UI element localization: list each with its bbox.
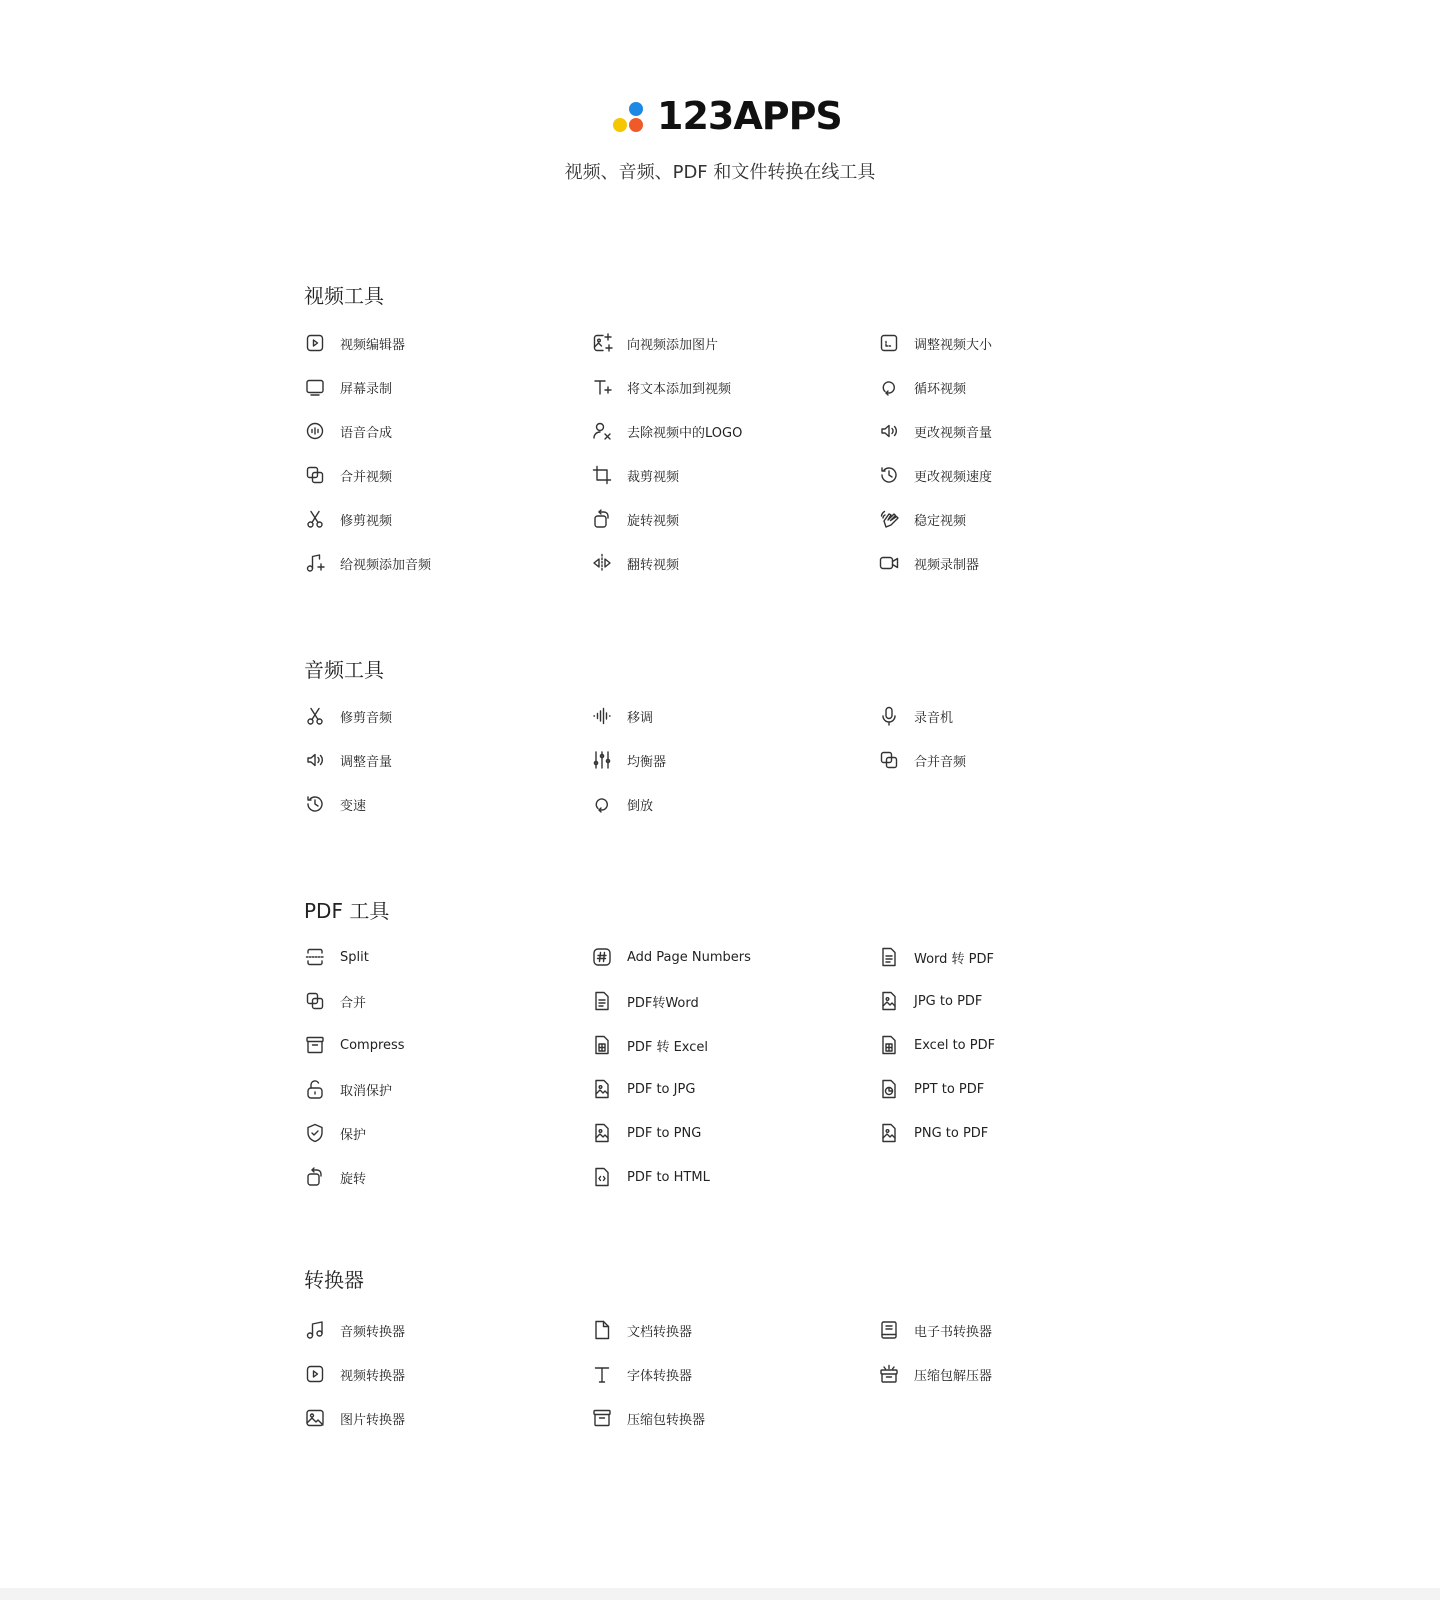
tool-link[interactable]: [304, 1317, 405, 1343]
tool-label: 合并视频: [340, 469, 393, 485]
tool-label: Word 转 PDF: [914, 951, 995, 967]
tool-label: 语音合成: [340, 425, 393, 441]
tool-link[interactable]: [304, 944, 369, 970]
tool-label: PDF转Word: [627, 995, 699, 1011]
tool-link[interactable]: [304, 747, 392, 773]
tool-label: 移调: [627, 710, 654, 726]
tool-link[interactable]: [591, 988, 699, 1014]
tool-link[interactable]: [304, 1361, 405, 1387]
tool-label: 视频录制器: [914, 557, 980, 573]
volume-icon: [878, 420, 900, 442]
tool-link[interactable]: [591, 506, 679, 532]
tool-link[interactable]: [591, 418, 742, 444]
tool-label: 图片转换器: [340, 1412, 406, 1428]
tool-link[interactable]: [304, 791, 366, 817]
tool-label: 合并: [340, 995, 367, 1011]
tool-label: 旋转: [340, 1171, 367, 1187]
document-icon: [591, 990, 613, 1012]
tool-link[interactable]: [304, 703, 392, 729]
tool-link[interactable]: [878, 374, 966, 400]
tool-link[interactable]: [878, 1032, 995, 1058]
voice-icon: [304, 420, 326, 442]
split-icon: [304, 946, 326, 968]
microphone-icon: [878, 705, 900, 727]
stabilize-icon: [878, 508, 900, 530]
tool-link[interactable]: [878, 1317, 992, 1343]
tool-link[interactable]: [878, 1361, 992, 1387]
tool-link[interactable]: [591, 1076, 695, 1102]
text-add-icon: [591, 376, 613, 398]
tool-label: 保护: [340, 1127, 367, 1143]
image-document-icon: [878, 990, 900, 1012]
tool-label: PNG to PDF: [914, 1125, 989, 1141]
speed-icon: [304, 793, 326, 815]
tool-link[interactable]: [304, 506, 392, 532]
code-document-icon: [591, 1166, 613, 1188]
play-square-icon: [304, 332, 326, 354]
rotate-icon: [591, 508, 613, 530]
tool-label: 旋转视频: [627, 513, 680, 529]
tool-link[interactable]: [878, 703, 953, 729]
logo-text: 123APPS: [657, 94, 842, 138]
tool-link[interactable]: [878, 550, 979, 576]
tool-link[interactable]: [591, 1405, 705, 1431]
tool-label: 压缩包解压器: [914, 1368, 993, 1384]
tool-link[interactable]: [878, 747, 966, 773]
image-document-icon: [591, 1122, 613, 1144]
merge-icon: [304, 464, 326, 486]
tool-link[interactable]: [304, 1032, 405, 1058]
logo-dot-blue: [629, 102, 643, 116]
tool-label: PPT to PDF: [914, 1081, 985, 1097]
crop-icon: [591, 464, 613, 486]
tool-link[interactable]: [591, 462, 679, 488]
tool-link[interactable]: [304, 374, 392, 400]
tool-link[interactable]: [878, 988, 982, 1014]
tool-label: PDF 转 Excel: [627, 1039, 709, 1055]
tool-link[interactable]: [304, 462, 392, 488]
spreadsheet-icon: [591, 1034, 613, 1056]
tool-label: 视频编辑器: [340, 337, 406, 353]
tool-link[interactable]: [591, 703, 653, 729]
tool-label: 合并音频: [914, 754, 967, 770]
tool-label: Split: [340, 949, 369, 965]
tool-link[interactable]: [591, 1317, 692, 1343]
tool-link[interactable]: [878, 1120, 988, 1146]
section-title: PDF 工具: [304, 899, 390, 923]
tool-label: 压缩包转换器: [627, 1412, 706, 1428]
tool-link[interactable]: [878, 506, 966, 532]
tool-label: 修剪音频: [340, 710, 393, 726]
tool-label: 倒放: [627, 798, 654, 814]
image-icon: [304, 1407, 326, 1429]
rotate-icon: [304, 1166, 326, 1188]
tool-link[interactable]: [878, 1076, 984, 1102]
tool-link[interactable]: [591, 1032, 708, 1058]
scissors-icon: [304, 508, 326, 530]
section-title: 音频工具: [304, 658, 384, 682]
camera-icon: [878, 552, 900, 574]
tool-link[interactable]: [304, 1076, 392, 1102]
tool-link[interactable]: [591, 374, 731, 400]
tool-link[interactable]: [304, 1120, 366, 1146]
tool-link[interactable]: [591, 1361, 692, 1387]
tool-label: PDF to PNG: [627, 1125, 702, 1141]
unlock-icon: [304, 1078, 326, 1100]
scissors-icon: [304, 705, 326, 727]
tool-label: Compress: [340, 1037, 405, 1053]
tool-label: 字体转换器: [627, 1368, 693, 1384]
tool-label: 向视频添加图片: [627, 337, 719, 353]
tool-label: 音频转换器: [340, 1324, 406, 1340]
tool-label: 循环视频: [914, 381, 967, 397]
image-document-icon: [591, 1078, 613, 1100]
tool-label: 将文本添加到视频: [627, 381, 732, 397]
tool-link[interactable]: [878, 944, 994, 970]
tool-label: 调整音量: [340, 754, 393, 770]
page-subtitle: 视频、音频、PDF 和文件转换在线工具: [564, 162, 876, 183]
tool-label: 翻转视频: [627, 557, 680, 573]
merge-icon: [878, 749, 900, 771]
volume-icon: [304, 749, 326, 771]
tool-label: 更改视频速度: [914, 469, 993, 485]
tool-label: 视频转换器: [340, 1368, 406, 1384]
shield-icon: [304, 1122, 326, 1144]
footer-bar: [0, 1588, 1440, 1600]
tool-link[interactable]: [591, 550, 679, 576]
spreadsheet-icon: [878, 1034, 900, 1056]
image-add-icon: [591, 332, 613, 354]
logo-link[interactable]: [613, 96, 842, 136]
play-square-icon: [304, 1363, 326, 1385]
tool-label: JPG to PDF: [914, 993, 983, 1009]
tool-label: 裁剪视频: [627, 469, 680, 485]
tool-label: PDF to HTML: [627, 1169, 710, 1185]
tool-label: 稳定视频: [914, 513, 967, 529]
resize-icon: [878, 332, 900, 354]
monitor-icon: [304, 376, 326, 398]
logo-dot-yellow: [613, 118, 627, 132]
tool-link[interactable]: [878, 462, 992, 488]
tool-link[interactable]: [304, 1164, 366, 1190]
music-add-icon: [304, 552, 326, 574]
book-icon: [878, 1319, 900, 1341]
hash-icon: [591, 946, 613, 968]
logo-dot-orange: [629, 118, 643, 132]
tool-label: 修剪视频: [340, 513, 393, 529]
tool-label: 变速: [340, 798, 367, 814]
archive-icon: [304, 1034, 326, 1056]
tool-link[interactable]: [304, 550, 431, 576]
tool-link[interactable]: [591, 1120, 701, 1146]
file-icon: [591, 1319, 613, 1341]
tool-link[interactable]: [591, 1164, 710, 1190]
tool-link[interactable]: [304, 988, 366, 1014]
loop-icon: [878, 376, 900, 398]
tool-label: 取消保护: [340, 1083, 393, 1099]
tool-label: Excel to PDF: [914, 1037, 996, 1053]
tool-link[interactable]: [591, 944, 751, 970]
tool-link[interactable]: [878, 418, 992, 444]
tool-label: 文档转换器: [627, 1324, 693, 1340]
tool-label: 调整视频大小: [914, 337, 993, 353]
section-title: 视频工具: [304, 284, 384, 308]
equalizer-icon: [591, 749, 613, 771]
section-title: 转换器: [304, 1268, 364, 1292]
remove-logo-icon: [591, 420, 613, 442]
tool-label: 均衡器: [627, 754, 667, 770]
font-icon: [591, 1363, 613, 1385]
tool-label: Add Page Numbers: [627, 949, 751, 965]
document-icon: [878, 946, 900, 968]
speed-icon: [878, 464, 900, 486]
loop-icon: [591, 793, 613, 815]
presentation-icon: [878, 1078, 900, 1100]
tool-label: 屏幕录制: [340, 381, 393, 397]
flip-icon: [591, 552, 613, 574]
tool-label: 给视频添加音频: [340, 557, 432, 573]
tool-link[interactable]: [304, 418, 392, 444]
tool-link[interactable]: [304, 1405, 405, 1431]
tool-link[interactable]: [591, 791, 653, 817]
image-document-icon: [878, 1122, 900, 1144]
tool-link[interactable]: [591, 747, 666, 773]
tool-label: 电子书转换器: [914, 1324, 993, 1340]
tool-link[interactable]: [591, 330, 718, 356]
unarchive-icon: [878, 1363, 900, 1385]
tool-link[interactable]: [304, 330, 405, 356]
tool-label: PDF to JPG: [627, 1081, 696, 1097]
tool-link[interactable]: [878, 330, 992, 356]
tool-label: 去除视频中的LOGO: [627, 425, 743, 441]
logo-dots-icon: [613, 98, 649, 134]
music-icon: [304, 1319, 326, 1341]
tool-label: 更改视频音量: [914, 425, 993, 441]
merge-icon: [304, 990, 326, 1012]
archive-icon: [591, 1407, 613, 1429]
tool-label: 录音机: [914, 710, 954, 726]
waveform-icon: [591, 705, 613, 727]
